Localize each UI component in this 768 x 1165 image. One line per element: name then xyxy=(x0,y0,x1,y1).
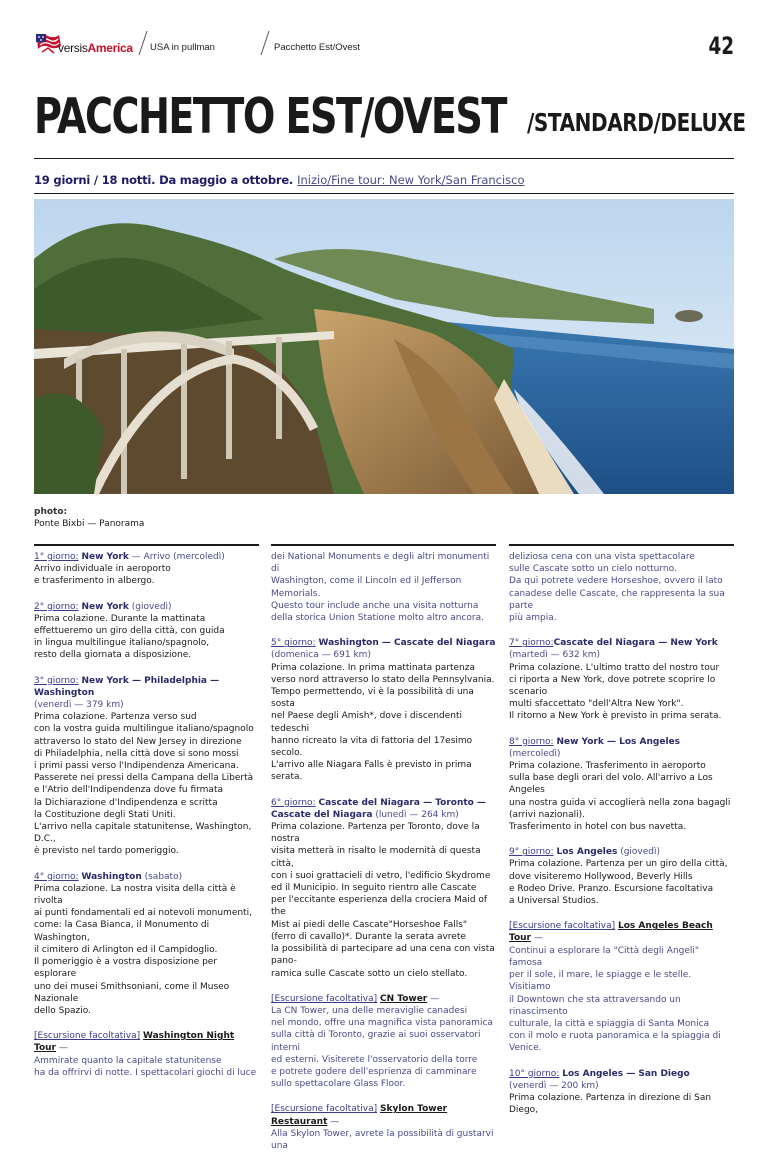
text-line: visita metterà in risalto le modernità di questa città, xyxy=(271,846,481,869)
excursion-dash: — xyxy=(530,933,543,944)
text-line: ci riporta a New York, dove potrete scoprire lo scenario xyxy=(509,674,716,698)
column-rule xyxy=(271,544,496,546)
breadcrumb-section[interactable]: USA in pullman xyxy=(150,42,215,53)
breadcrumb-page[interactable]: Pacchetto Est/Ovest xyxy=(274,42,361,53)
text-line: il cimitero di Arlington ed il Campidoglio. xyxy=(34,944,218,955)
text-line: nel mondo, offre una magnifica vista panoramica xyxy=(271,1018,493,1029)
itinerary-day-8 xyxy=(509,736,734,834)
text-line: Ammirate quanto la capitale statunitense xyxy=(34,1055,222,1066)
day-number-link[interactable]: 1° giorno: xyxy=(34,552,79,562)
excursion-title-link[interactable]: Los Angeles Beach Tour xyxy=(509,921,713,944)
day-description xyxy=(34,613,259,662)
excursion-label-link[interactable]: [Escursione facoltativa] xyxy=(509,921,616,932)
text-line: Arrivo individuale in aeroporto xyxy=(34,564,171,575)
itinerary-column-3 xyxy=(509,544,734,1129)
page-header xyxy=(34,30,734,60)
text-line: ed il Municipio. In seguito rientro alle Cascate xyxy=(271,883,477,894)
day-when: (giovedì) xyxy=(128,601,172,612)
excursion-label-link[interactable]: [Escursione facoltativa] xyxy=(271,993,378,1004)
text-line: con i suoi grattacieli di vetro, l'edificio Skydrome xyxy=(271,870,491,881)
text-line: Alla Skylon Tower, avrete la possibilità di gustarvi una xyxy=(271,1128,494,1151)
day-title: Los Angeles — San Diego xyxy=(562,1068,690,1079)
day-title: New York — Los Angeles xyxy=(556,736,680,747)
day-title: New York xyxy=(81,552,129,562)
header-slash-divider xyxy=(138,30,148,56)
tour-start-end-link[interactable]: Inizio/Fine tour: New York/San Francisco xyxy=(297,173,525,187)
text-line: hanno ricreato la vita di fattoria del 17esimo secolo. xyxy=(271,735,473,759)
day-number-link[interactable]: 3° giorno: xyxy=(34,675,79,686)
day-when: (giovedì) xyxy=(617,847,661,858)
text-line: nel Paese degli Amish*, dove i discendenti tedeschi xyxy=(271,711,463,734)
day-when: (sabato) xyxy=(141,871,183,882)
text-line: Il pomeriggio è a vostra disposizione per esplorare xyxy=(34,957,218,980)
itinerary-day-5 xyxy=(271,637,496,783)
text-line: versis xyxy=(58,41,88,55)
landscape-illustration xyxy=(34,199,734,494)
text-line: di Philadelphia, nella città dove si sono mossi xyxy=(34,748,239,759)
excursion-description xyxy=(271,1005,496,1090)
day-title: New York — Philadelphia — Washington xyxy=(34,675,220,698)
text-line: deliziosa cena con una vista spettacolare xyxy=(509,552,695,562)
day-number-link[interactable]: 8° giorno: xyxy=(509,736,554,747)
day-when: (mercoledì) xyxy=(509,748,561,759)
text-line: culturale, la città e spiaggia di Santa Monica xyxy=(509,1018,710,1029)
text-line: e l'Atrio dell'Indipendenza dove fu firmata xyxy=(34,785,223,796)
text-line: per l'eccitante esperienza della crociera Maid of the xyxy=(271,895,488,918)
text-line: dello Spazio. xyxy=(34,1005,91,1016)
text-line: Tempo permettendo, vi è la possibilità di una sosta xyxy=(271,687,474,710)
day-when: (domenica — 691 km) xyxy=(271,650,371,661)
excursion-label-link[interactable]: [Escursione facoltativa] xyxy=(34,1031,141,1042)
excursion-title-link[interactable]: Skylon Tower Restaurant xyxy=(271,1104,448,1127)
excursion-label-link[interactable]: [Escursione facoltativa] xyxy=(271,1104,378,1115)
day-number-link[interactable]: 10° giorno: xyxy=(509,1068,560,1079)
excursion-description xyxy=(34,1055,259,1079)
title-sub: /STANDARD/DELUXE xyxy=(527,108,746,137)
text-line: Trasferimento in hotel con bus navetta. xyxy=(509,822,687,833)
page-number: 42 xyxy=(708,32,734,60)
text-line: con il molo e ruota panoramica e la spiaggia di Venice. xyxy=(509,1031,721,1054)
day-description xyxy=(34,883,259,1017)
day-number-link[interactable]: 7° giorno: xyxy=(509,638,554,649)
photo-caption xyxy=(34,506,144,530)
text-line: Continui a esplorare la "Città degli Angeli" famosa xyxy=(509,945,700,968)
text-line: la Costituzione degli Stati Uniti. xyxy=(34,809,176,820)
text-line: e Rodeo Drive. Pranzo. Escursione facoltativa xyxy=(509,883,714,894)
text-line: in lingua multilingue italiano/spagnolo, xyxy=(34,638,210,649)
text-line: Da qui potrete vedere Horseshoe, ovvero il lato xyxy=(509,576,723,587)
excursion-description xyxy=(271,1128,496,1152)
text-line: e trasferimento in albergo. xyxy=(34,576,155,587)
text-line: ramica sulle Cascate sotto un cielo stellato. xyxy=(271,968,468,979)
day-when: — Arrivo (mercoledì) xyxy=(128,552,225,562)
text-line: e potrete godere dell'esprienza di camminare xyxy=(271,1066,477,1077)
excursion-dash: — xyxy=(427,993,440,1004)
day-description xyxy=(509,760,734,833)
text-line: più ampia. xyxy=(509,613,557,624)
day-when: (lunedì — 264 km) xyxy=(372,809,459,820)
text-line: è previsto nel tardo pomeriggio. xyxy=(34,846,179,857)
text-line: sulla base degli orari del volo. All'arrivo a Los Angeles xyxy=(509,773,713,796)
day-number-link[interactable]: 5° giorno: xyxy=(271,638,316,649)
text-line: Prima colazione. Partenza in direzione di San Diego, xyxy=(509,1092,712,1116)
tour-summary xyxy=(34,173,525,187)
text-line: (arrivi nazionali). xyxy=(509,809,585,820)
text-line: ed esterni. Visiterete l'osservatorio della torre xyxy=(271,1054,478,1065)
text-line: Mist ai piedi delle Cascate"Horseshoe Falls" xyxy=(271,919,468,930)
itinerary-day-3 xyxy=(34,675,259,858)
itinerary-column-2 xyxy=(271,544,496,1165)
day-number-link[interactable]: 4° giorno: xyxy=(34,871,79,882)
text-line: attraverso lo stato del New Jersey in direzione xyxy=(34,736,242,747)
day-description xyxy=(509,858,734,907)
text-line: Prima colazione. In prima mattinata partenza xyxy=(271,662,475,673)
day-title: Washington xyxy=(81,871,142,882)
text-line: sulle Cascate sotto un cielo notturno. xyxy=(509,564,677,575)
itinerary-column-1 xyxy=(34,544,259,1092)
text-line: (ferro di cavallo)*. Durante la serata avrete xyxy=(271,931,466,942)
text-line: una nostra guida vi accoglierà nella zona bagagli xyxy=(509,797,731,808)
text-line: dove visiteremo Hollywood, Beverly Hills xyxy=(509,871,693,882)
subtitle-divider xyxy=(34,193,734,194)
text-line: verso nord attraverso lo stato della Pennsylvania. xyxy=(271,674,495,685)
day-description xyxy=(509,1092,734,1116)
text-line: i primi passi verso l'Indipendenza Americana. xyxy=(34,761,239,772)
tour-duration: 19 giorni / 18 notti. Da maggio a ottobre. xyxy=(34,173,294,187)
day-when: (martedì — 632 km) xyxy=(509,650,601,661)
title-divider xyxy=(34,158,734,159)
day-number-link[interactable]: 6° giorno: xyxy=(271,797,316,808)
text-line: Prima colazione. Trasferimento in aeroporto xyxy=(509,761,706,772)
text-line: ha da offrirvi di notte. I spettacolari giochi di luce xyxy=(34,1067,257,1078)
text-line: Prima colazione. Partenza verso sud xyxy=(34,712,197,723)
excursion-continuation xyxy=(509,551,734,624)
continuation-text xyxy=(271,551,496,624)
text-line: L'arrivo nella capitale statunitense, Washington, D.C., xyxy=(34,822,252,845)
continuation-text xyxy=(509,551,734,624)
day-title: New York xyxy=(81,601,129,612)
column-rule xyxy=(509,544,734,546)
text-line: Questo tour include anche una visita notturna xyxy=(271,600,479,611)
day-when: (venerdì — 200 km) xyxy=(509,1080,599,1091)
text-line: ai punti fondamentali ed ai notevoli monumenti, xyxy=(34,908,252,919)
day-title: Los Angeles xyxy=(556,847,618,858)
optional-excursion-washington-night-tour xyxy=(34,1030,259,1079)
itinerary-day-2 xyxy=(34,601,259,662)
day-description xyxy=(271,821,496,980)
text-line: Washington, come il Lincoln ed il Jefferson Memorials. xyxy=(271,576,462,599)
text-line: il Downtown che sta attraversando un rinascimento xyxy=(509,994,681,1017)
text-line: Prima colazione. Durante la mattinata xyxy=(34,613,206,624)
header-slash-divider xyxy=(260,30,270,56)
text-line: a Universal Studios. xyxy=(509,896,599,907)
excursion-continuation xyxy=(271,551,496,624)
excursion-title-link[interactable]: Washington Night Tour xyxy=(34,1031,235,1054)
text-line: uno dei musei Smithsoniani, come il Museo Nazionale xyxy=(34,981,230,1004)
day-title-cont: Cascate del Niagara xyxy=(271,809,373,820)
text-line: Prima colazione. La nostra visita della città è rivolta xyxy=(34,883,236,907)
text-line: Prima colazione. Partenza per un giro della città, xyxy=(509,859,728,870)
text-line: multi sfaccettato "dell'Altra New York". xyxy=(509,699,684,710)
page-title xyxy=(34,88,746,145)
caption-label: photo: xyxy=(34,507,68,517)
text-line: Il ritorno a New York è previsto in prima serata. xyxy=(509,711,722,722)
text-line: la possibilità di partecipare ad una cena con vista pano- xyxy=(271,944,495,967)
text-line: la Dichiarazione d'Indipendenza e scritta xyxy=(34,797,218,808)
text-line: America xyxy=(87,41,133,55)
caption-text: Ponte Bixbi — Panorama xyxy=(34,519,145,529)
text-line: Prima colazione. Partenza per Toronto, dove la nostra xyxy=(271,822,480,845)
day-when: (venerdì — 379 km) xyxy=(34,700,124,711)
column-rule xyxy=(34,544,259,546)
itinerary-day-7 xyxy=(509,637,734,722)
text-line: sullo spettacolare Glass Floor. xyxy=(271,1079,406,1090)
optional-excursion-cn-tower xyxy=(271,993,496,1091)
text-line: resto della giornata a disposizione. xyxy=(34,650,192,661)
text-line: sulla città di Toronto, grazie ai suoi osservatori interni xyxy=(271,1030,481,1053)
day-number-link[interactable]: 2° giorno: xyxy=(34,601,79,612)
itinerary-day-6 xyxy=(271,797,496,980)
day-title: Washington — Cascate del Niagara xyxy=(318,638,496,649)
text-line: canadese delle Cascate, che rappresenta la sua parte xyxy=(509,588,725,611)
excursion-dash: — xyxy=(55,1043,68,1054)
day-number-link[interactable]: 9° giorno: xyxy=(509,847,554,858)
day-description xyxy=(271,662,496,784)
text-line: per il sole, il mare, le spiagge e le stelle. Visitiamo xyxy=(509,970,692,993)
optional-excursion-skylon-tower xyxy=(271,1103,496,1152)
text-line: effettueremo un giro della città, con guida xyxy=(34,626,225,637)
text-line: dei National Monuments e degli altri monumenti di xyxy=(271,552,490,575)
excursion-title-link[interactable]: CN Tower xyxy=(379,993,428,1004)
versis-america-logo[interactable] xyxy=(34,32,144,58)
day-description xyxy=(34,563,259,587)
text-line: della storica Union Statione molto altro ancora. xyxy=(271,613,484,624)
itinerary-day-10 xyxy=(509,1068,734,1117)
optional-excursion-la-beach-tour xyxy=(509,920,734,1054)
day-description xyxy=(34,711,259,857)
text-line: con la vostra guida multilingue italiano/spagnolo xyxy=(34,724,254,735)
excursion-description xyxy=(509,945,734,1055)
title-main: PACCHETTO EST/OVEST xyxy=(34,88,506,145)
text-line: La CN Tower, una delle meraviglie canadesi xyxy=(271,1005,468,1016)
day-title: Cascate del Niagara — New York xyxy=(553,638,718,649)
itinerary-day-4 xyxy=(34,871,259,1017)
day-description xyxy=(509,662,734,723)
text-line: L'arrivo alle Niagara Falls è previsto in prima serata. xyxy=(271,760,472,783)
excursion-dash: — xyxy=(327,1116,340,1127)
text-line: come: la Casa Bianca, il Monumento di Washington, xyxy=(34,920,210,943)
itinerary-day-1 xyxy=(34,551,259,588)
day-title: Cascate del Niagara — Toronto — xyxy=(318,797,486,808)
text-line: Passerete nei pressi della Campana della Libertà xyxy=(34,773,254,784)
itinerary-day-9 xyxy=(509,846,734,907)
text-line: Prima colazione. L'ultimo tratto del nostro tour xyxy=(509,662,720,673)
bixby-bridge-photo xyxy=(34,199,734,494)
logo-text xyxy=(58,41,133,55)
